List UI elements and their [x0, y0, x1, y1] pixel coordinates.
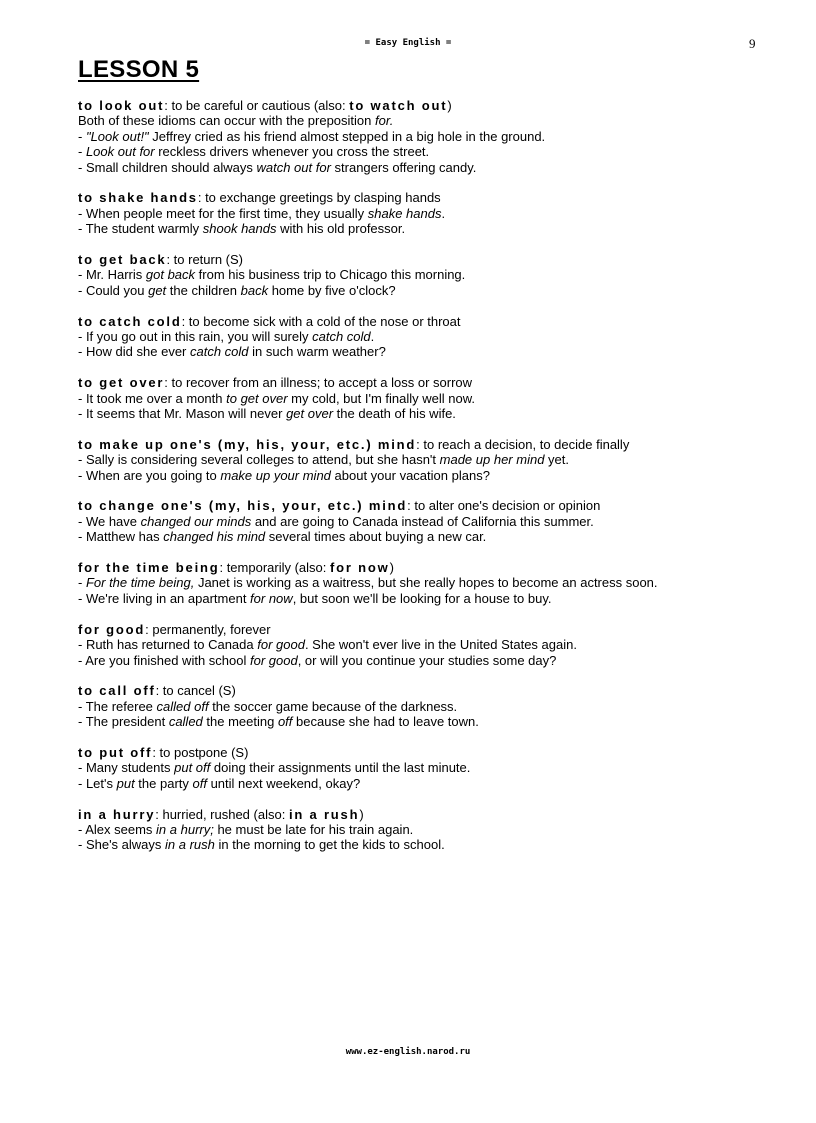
text-segment: : to postpone (S) [152, 744, 249, 760]
idiom-example-line [78, 468, 778, 483]
text-segment: - Mr. Harris [78, 267, 146, 283]
text-segment: in such warm weather? [248, 344, 386, 360]
idiom-example-line [78, 714, 778, 729]
idiom-definition [78, 98, 778, 113]
text-segment: : temporarily (also: [219, 560, 331, 576]
idiom-term: to get over [78, 375, 165, 391]
text-segment: . [441, 205, 446, 221]
idiom-example-phrase: get over [286, 406, 334, 422]
text-segment: several times about buying a new car. [265, 529, 487, 545]
idiom-example-phrase: watch out for [256, 159, 331, 175]
idiom-term: to get back [78, 252, 167, 268]
idiom-example-line [78, 283, 778, 298]
text-segment: ) [389, 560, 394, 576]
idiom-example-phrase: put off [174, 760, 211, 776]
text-segment: - [78, 575, 86, 591]
idiom-example-phrase: in a rush [165, 837, 215, 853]
idiom-term: to watch out [349, 98, 448, 113]
idiom-example-phrase: changed our minds [140, 513, 252, 529]
idiom-definition [78, 252, 778, 267]
text-segment: - Matthew has [78, 529, 164, 545]
idiom-term: for good [78, 621, 146, 637]
text-segment: in the morning to get the kids to school. [214, 837, 445, 853]
lesson-title: LESSON 5 [78, 56, 200, 83]
text-segment: : to become sick with a cold of the nose or throat [181, 313, 461, 329]
idiom-definition [78, 683, 778, 698]
idiom-example-line [78, 206, 778, 221]
idiom-term: for the time being [78, 560, 220, 576]
text-segment: Jeffrey cried as his friend almost stepped in a big hole in the ground. [148, 128, 546, 144]
idiom-example-phrase: For the time being, [85, 575, 195, 591]
idiom-example-line [78, 699, 778, 714]
idiom-term: to make up one's (my, his, your, etc.) mind [78, 436, 417, 452]
idiom-example-line [78, 575, 778, 590]
idiom-example-phrase: called [168, 714, 203, 730]
idiom-example-line [78, 113, 778, 128]
text-segment: - The student warmly [78, 221, 203, 237]
idiom-example-line [78, 637, 778, 652]
text-segment: until next weekend, okay? [206, 775, 361, 791]
idiom-example-line [78, 653, 778, 668]
idiom-term: to shake hands [78, 190, 198, 206]
idiom-list [78, 98, 778, 868]
text-segment: : to return (S) [166, 252, 244, 268]
text-segment: - Alex seems [78, 821, 157, 837]
text-segment: the soccer game because of the darkness. [208, 698, 458, 714]
idiom-example-phrase: "Look out!" [85, 128, 149, 144]
idiom-example-phrase: catch cold [190, 344, 249, 360]
idiom-term: in a hurry [78, 806, 156, 822]
text-segment: - The president [78, 714, 169, 730]
idiom-entry-put-off [78, 745, 778, 791]
text-segment: strangers offering candy. [330, 159, 477, 175]
idiom-term: in a rush [288, 806, 360, 822]
text-segment: about your vacation plans? [330, 467, 490, 483]
idiom-example-line [78, 344, 778, 359]
idiom-entry-look-out [78, 98, 778, 175]
idiom-definition [78, 190, 778, 205]
text-segment: the meeting [202, 714, 278, 730]
text-segment: : to cancel (S) [155, 683, 236, 699]
idiom-definition [78, 437, 778, 452]
text-segment: - The referee [78, 698, 157, 714]
text-segment: , or will you continue your studies some day? [297, 652, 557, 668]
idiom-example-phrase: back [240, 282, 269, 298]
text-segment: the children [166, 282, 241, 298]
text-segment: : permanently, forever [145, 621, 271, 637]
idiom-definition [78, 375, 778, 390]
text-segment: - It seems that Mr. Mason will never [78, 406, 287, 422]
idiom-entry-make-up-mind [78, 437, 778, 483]
text-segment: with his old professor. [276, 221, 406, 237]
text-segment: and are going to Canada instead of California this summer. [251, 513, 594, 529]
idiom-definition [78, 314, 778, 329]
text-segment: - [78, 128, 86, 144]
idiom-example-phrase: shake hands [367, 205, 442, 221]
idiom-term: to change one's (my, his, your, etc.) mind [78, 498, 408, 514]
text-segment: : hurried, rushed (also: [155, 806, 289, 822]
text-segment: because she had to leave town. [292, 714, 479, 730]
text-segment: : to exchange greetings by clasping hands [197, 190, 441, 206]
idiom-term: to catch cold [78, 313, 182, 329]
page-number: 9 [749, 36, 756, 51]
idiom-example-line [78, 452, 778, 467]
idiom-entry-for-good [78, 622, 778, 668]
idiom-example-phrase: off [277, 714, 293, 730]
idiom-example-phrase: made up her mind [439, 452, 545, 468]
text-segment: . She won't ever live in the United States again. [304, 637, 577, 653]
text-segment: - Are you finished with school [78, 652, 250, 668]
idiom-example-phrase: called off [156, 698, 209, 714]
idiom-entry-in-a-hurry [78, 807, 778, 853]
idiom-definition [78, 498, 778, 513]
idiom-example-line [78, 221, 778, 236]
text-segment: my cold, but I'm finally well now. [287, 390, 476, 406]
text-segment: - If you go out in this rain, you will surely [78, 329, 313, 345]
idiom-example-phrase: make up your mind [220, 467, 331, 483]
idiom-example-line [78, 760, 778, 775]
text-segment: reckless drivers whenever you cross the street. [154, 144, 430, 160]
idiom-example-phrase: shook hands [202, 221, 277, 237]
text-segment: the party [134, 775, 193, 791]
idiom-entry-call-off [78, 683, 778, 729]
text-segment: . [370, 329, 375, 345]
text-segment: the death of his wife. [333, 406, 456, 422]
text-segment: : to reach a decision, to decide finally [416, 436, 630, 452]
idiom-entry-catch-cold [78, 314, 778, 360]
text-segment: : to alter one's decision or opinion [407, 498, 601, 514]
text-segment: - Ruth has returned to Canada [78, 637, 258, 653]
text-segment: - Small children should always [78, 159, 257, 175]
idiom-example-phrase: off [192, 775, 207, 791]
idiom-example-line [78, 160, 778, 175]
text-segment: - Let's [78, 775, 117, 791]
idiom-example-phrase: Look out for [85, 144, 155, 160]
text-segment: , but soon we'll be looking for a house to buy. [292, 590, 552, 606]
idiom-example-phrase: for. [375, 113, 394, 129]
idiom-example-line [78, 776, 778, 791]
idiom-example-line [78, 391, 778, 406]
idiom-example-phrase: changed his mind [163, 529, 266, 545]
text-segment: - [78, 144, 86, 160]
text-segment: - It took me over a month [78, 390, 227, 406]
idiom-definition [78, 622, 778, 637]
text-segment: ) [359, 806, 364, 822]
idiom-definition [78, 807, 778, 822]
idiom-entry-change-mind [78, 498, 778, 544]
idiom-entry-time-being [78, 560, 778, 606]
idiom-example-line [78, 837, 778, 852]
idiom-example-phrase: in a hurry; [156, 821, 214, 837]
idiom-entry-shake-hands [78, 190, 778, 236]
text-segment: - We're living in an apartment [78, 590, 251, 606]
text-segment: - When are you going to [78, 467, 221, 483]
text-segment: yet. [544, 452, 569, 468]
text-segment: from his business trip to Chicago this morning. [195, 267, 466, 283]
text-segment: - She's always [78, 837, 166, 853]
idiom-example-line [78, 406, 778, 421]
idiom-example-line [78, 591, 778, 606]
idiom-entry-get-over [78, 375, 778, 421]
idiom-example-phrase: to get over [226, 390, 288, 406]
idiom-example-phrase: for good [249, 652, 298, 668]
idiom-entry-get-back [78, 252, 778, 298]
text-segment: Both of these idioms can occur with the preposition [78, 113, 375, 129]
idiom-example-phrase: got back [145, 267, 196, 283]
idiom-term: to call off [78, 683, 156, 699]
text-segment: - Could you [78, 282, 149, 298]
text-segment: Janet is working as a waitress, but she really hopes to become an actress soon. [194, 575, 658, 591]
idiom-example-phrase: catch cold [312, 329, 371, 345]
idiom-definition [78, 560, 778, 575]
idiom-term: to look out [78, 98, 165, 113]
text-segment: - Many students [78, 760, 175, 776]
text-segment: : to be careful or cautious (also: [164, 98, 350, 113]
idiom-example-phrase: for now [250, 590, 293, 606]
idiom-example-phrase: put [116, 775, 135, 791]
idiom-example-line [78, 267, 778, 282]
idiom-example-line [78, 514, 778, 529]
text-segment: he must be late for his train again. [213, 821, 414, 837]
idiom-example-line [78, 822, 778, 837]
text-segment: : to recover from an illness; to accept a loss or sorrow [164, 375, 473, 391]
idiom-definition [78, 745, 778, 760]
idiom-example-line [78, 529, 778, 544]
text-segment: ) [447, 98, 452, 113]
text-segment: - We have [78, 513, 141, 529]
idiom-example-line [78, 144, 778, 159]
page-footer: www.ez-english.narod.ru [345, 1047, 471, 1057]
text-segment: - Sally is considering several colleges to attend, but she hasn't [78, 452, 440, 468]
text-segment: home by five o'clock? [268, 282, 396, 298]
text-segment: doing their assignments until the last minute. [210, 760, 471, 776]
text-segment: - How did she ever [78, 344, 190, 360]
idiom-example-phrase: for good [257, 637, 305, 653]
idiom-example-line [78, 329, 778, 344]
idiom-term: for now [330, 560, 390, 576]
text-segment: - When people meet for the first time, they usually [78, 205, 368, 221]
page-header: = Easy English = [364, 38, 452, 48]
idiom-example-line [78, 129, 778, 144]
idiom-term: to put off [78, 744, 153, 760]
idiom-example-phrase: get [148, 282, 167, 298]
